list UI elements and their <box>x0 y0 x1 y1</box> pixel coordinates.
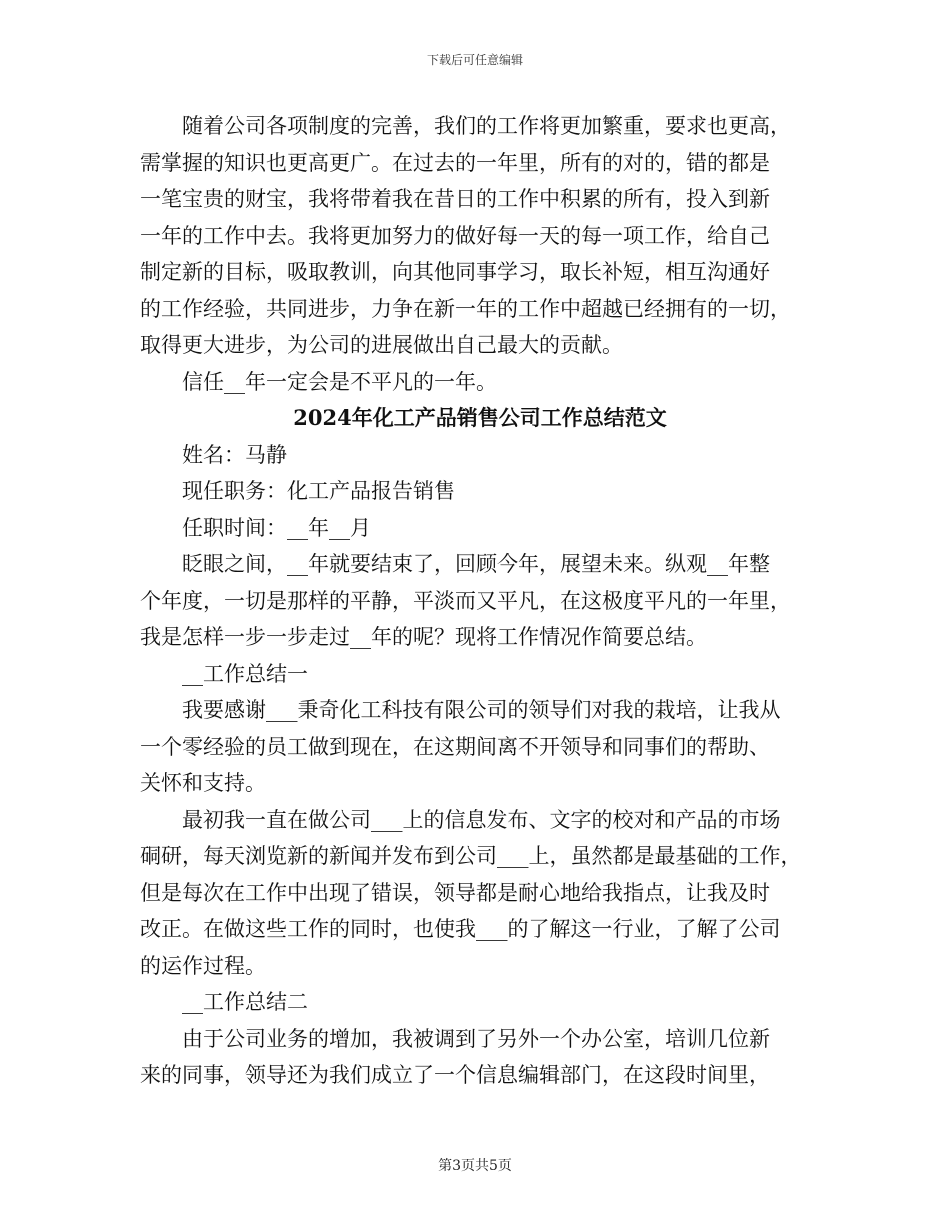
section-heading-summary-two <box>140 984 820 1021</box>
text-line: 的运作过程。 <box>140 953 266 978</box>
text-line: 需掌握的知识也更高更广。在过去的一年里，所有的对的，错的都是 <box>140 150 770 175</box>
text-line: 关怀和支持。 <box>140 771 266 795</box>
text-line: 我要感谢___秉奇化工科技有限公司的领导们对我的栽培，让我从 <box>182 698 781 722</box>
document-title: 2024年化工产品销售公司工作总结范文 <box>293 405 667 430</box>
section-heading-summary-one <box>140 656 820 693</box>
text-line: 现任职务：化工产品报告销售 <box>182 479 455 503</box>
info-tenure <box>140 510 820 547</box>
paragraph-closing <box>140 108 820 364</box>
text-line: 随着公司各项制度的完善，我们的工作将更加繁重，要求也更高， <box>182 114 791 138</box>
text-line: __工作总结一 <box>182 661 308 686</box>
page-number: 第3页共5页 <box>438 1158 512 1174</box>
text-line: 的工作经验，共同进步，力争在新一年的工作中超越已经拥有的一切， <box>140 296 791 321</box>
paragraph-business-growth <box>140 1021 820 1094</box>
text-line: 但是每次在工作中出现了错误，领导都是耐心地给我指点，让我及时 <box>140 880 770 905</box>
text-line: 一笔宝贵的财宝，我将带着我在昔日的工作中积累的所有，投入到新 <box>140 187 770 211</box>
text-line: 最初我一直在做公司___上的信息发布、文字的校对和产品的市场 <box>182 807 781 832</box>
paragraph-intro <box>140 546 820 656</box>
paragraph-initial-work <box>140 802 820 985</box>
text-line: 眨眼之间，__年就要结束了，回顾今年，展望未来。纵观__年整 <box>182 552 770 576</box>
text-line: 改正。在做这些工作的同时，也使我___的了解这一行业，了解了公司 <box>140 917 781 941</box>
text-line: 姓名：马静 <box>182 442 287 467</box>
paragraph-thanks <box>140 692 820 802</box>
text-line: 任职时间：__年__月 <box>182 515 371 540</box>
text-line: 信任__年一定会是不平凡的一年。 <box>182 369 497 394</box>
text-line: 一个零经验的员工做到现在，在这期间离不开领导和同事们的帮助、 <box>140 734 770 759</box>
page-header: 下载后可任意编辑 <box>426 53 523 67</box>
text-line: 来的同事，领导还为我们成立了一个信息编辑部门，在这段时间里， <box>140 1063 770 1087</box>
info-name <box>140 437 820 474</box>
text-line: 硐研，每天浏览新的新闻并发布到公司___上，虽然都是最基础的工作， <box>140 844 802 868</box>
text-line: 取得更大进步，为公司的进展做出自己最大的贡献。 <box>140 333 623 357</box>
text-line: 我是怎样一步一步走过__年的呢？现将工作情况作简要总结。 <box>140 625 707 649</box>
paragraph-trust <box>140 364 820 401</box>
text-line: 一年的工作中去。我将更加努力的做好每一天的每一项工作，给自己 <box>140 223 770 248</box>
text-line: __工作总结二 <box>182 990 308 1014</box>
text-line: 由于公司业务的增加，我被调到了另外一个办公室，培训几位新 <box>182 1026 770 1051</box>
text-line: 制定新的目标，吸取教训，向其他同事学习，取长补短，相互沟通好 <box>140 260 770 284</box>
info-position <box>140 473 820 510</box>
document-body <box>140 108 820 1094</box>
text-line: 个年度，一切是那样的平静，平淡而又平凡，在这极度平凡的一年里， <box>140 588 791 613</box>
